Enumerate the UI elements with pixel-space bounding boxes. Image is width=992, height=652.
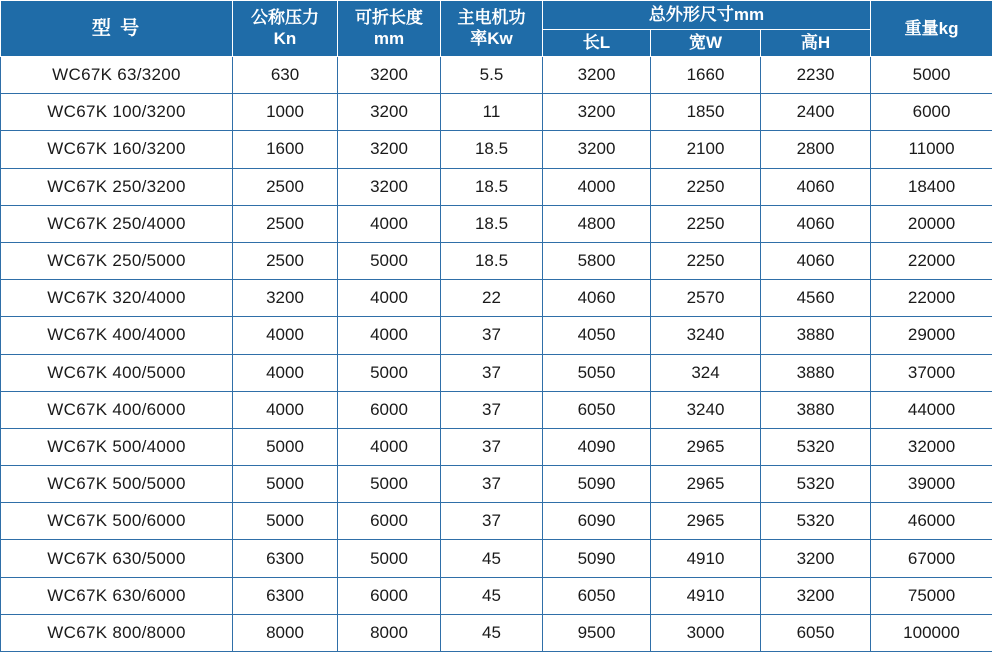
table-row [1, 131, 992, 168]
cell-W: 4910 [651, 540, 761, 577]
cell-model: WC67K 500/4000 [1, 428, 233, 465]
cell-model: WC67K 800/8000 [1, 614, 233, 651]
cell-L: 4050 [543, 317, 651, 354]
cell-model: WC67K 250/5000 [1, 242, 233, 279]
cell-H: 2230 [761, 57, 871, 94]
cell-power: 37 [441, 317, 543, 354]
cell-H: 4060 [761, 205, 871, 242]
cell-W: 2965 [651, 428, 761, 465]
cell-length: 3200 [338, 57, 441, 94]
cell-W: 2965 [651, 503, 761, 540]
cell-length: 4000 [338, 317, 441, 354]
cell-pressure: 1000 [233, 94, 338, 131]
cell-pressure: 2500 [233, 205, 338, 242]
cell-weight: 6000 [871, 94, 992, 131]
table-row [1, 614, 992, 651]
cell-model: WC67K 400/6000 [1, 391, 233, 428]
cell-length: 4000 [338, 205, 441, 242]
cell-model: WC67K 320/4000 [1, 280, 233, 317]
table-row [1, 205, 992, 242]
cell-H: 2800 [761, 131, 871, 168]
cell-weight: 29000 [871, 317, 992, 354]
cell-model: WC67K 500/6000 [1, 503, 233, 540]
header-length: 长L [543, 30, 651, 57]
cell-model: WC67K 100/3200 [1, 94, 233, 131]
cell-power: 37 [441, 354, 543, 391]
cell-power: 45 [441, 540, 543, 577]
cell-length: 5000 [338, 466, 441, 503]
cell-length: 6000 [338, 391, 441, 428]
table-row [1, 577, 992, 614]
header-bend-length-label: 可折长度 [338, 8, 440, 28]
cell-L: 9500 [543, 614, 651, 651]
cell-length: 4000 [338, 428, 441, 465]
cell-L: 6050 [543, 391, 651, 428]
cell-pressure: 5000 [233, 428, 338, 465]
table-row [1, 428, 992, 465]
cell-power: 11 [441, 94, 543, 131]
cell-weight: 46000 [871, 503, 992, 540]
cell-power: 37 [441, 466, 543, 503]
cell-length: 6000 [338, 577, 441, 614]
cell-H: 4560 [761, 280, 871, 317]
cell-model: WC67K 250/3200 [1, 168, 233, 205]
cell-L: 4800 [543, 205, 651, 242]
cell-pressure: 5000 [233, 503, 338, 540]
cell-W: 1660 [651, 57, 761, 94]
cell-model: WC67K 500/5000 [1, 466, 233, 503]
cell-pressure: 6300 [233, 540, 338, 577]
cell-pressure: 4000 [233, 317, 338, 354]
table-row [1, 354, 992, 391]
cell-H: 3200 [761, 577, 871, 614]
cell-H: 3200 [761, 540, 871, 577]
cell-length: 3200 [338, 131, 441, 168]
cell-length: 4000 [338, 280, 441, 317]
cell-weight: 100000 [871, 614, 992, 651]
cell-length: 8000 [338, 614, 441, 651]
cell-pressure: 1600 [233, 131, 338, 168]
cell-L: 6090 [543, 503, 651, 540]
table-header [1, 1, 992, 57]
cell-power: 37 [441, 428, 543, 465]
header-bend-length-unit: mm [338, 29, 440, 49]
cell-model: WC67K 160/3200 [1, 131, 233, 168]
cell-power: 37 [441, 391, 543, 428]
cell-weight: 20000 [871, 205, 992, 242]
table-row [1, 57, 992, 94]
cell-H: 3880 [761, 317, 871, 354]
cell-model: WC67K 400/5000 [1, 354, 233, 391]
cell-power: 22 [441, 280, 543, 317]
cell-pressure: 3200 [233, 280, 338, 317]
header-motor-power-unit: 率Kw [441, 29, 542, 49]
cell-W: 3000 [651, 614, 761, 651]
cell-model: WC67K 250/4000 [1, 205, 233, 242]
header-bend-length [338, 1, 441, 57]
cell-power: 18.5 [441, 131, 543, 168]
cell-W: 3240 [651, 317, 761, 354]
cell-weight: 18400 [871, 168, 992, 205]
cell-power: 18.5 [441, 168, 543, 205]
cell-length: 6000 [338, 503, 441, 540]
cell-pressure: 630 [233, 57, 338, 94]
cell-L: 5800 [543, 242, 651, 279]
cell-weight: 22000 [871, 242, 992, 279]
cell-pressure: 2500 [233, 168, 338, 205]
cell-pressure: 5000 [233, 466, 338, 503]
cell-L: 5090 [543, 466, 651, 503]
cell-length: 3200 [338, 168, 441, 205]
cell-H: 4060 [761, 168, 871, 205]
header-motor-power [441, 1, 543, 57]
cell-pressure: 8000 [233, 614, 338, 651]
header-nominal-pressure [233, 1, 338, 57]
cell-L: 3200 [543, 94, 651, 131]
cell-L: 3200 [543, 57, 651, 94]
cell-L: 4000 [543, 168, 651, 205]
cell-length: 5000 [338, 242, 441, 279]
cell-weight: 5000 [871, 57, 992, 94]
cell-W: 4910 [651, 577, 761, 614]
cell-H: 3880 [761, 391, 871, 428]
cell-pressure: 6300 [233, 577, 338, 614]
cell-pressure: 2500 [233, 242, 338, 279]
cell-H: 5320 [761, 428, 871, 465]
cell-H: 2400 [761, 94, 871, 131]
cell-H: 4060 [761, 242, 871, 279]
cell-W: 2570 [651, 280, 761, 317]
cell-power: 45 [441, 614, 543, 651]
cell-model: WC67K 630/5000 [1, 540, 233, 577]
cell-weight: 22000 [871, 280, 992, 317]
cell-power: 18.5 [441, 205, 543, 242]
cell-H: 6050 [761, 614, 871, 651]
cell-W: 2965 [651, 466, 761, 503]
cell-length: 5000 [338, 540, 441, 577]
header-width: 宽W [651, 30, 761, 57]
cell-power: 37 [441, 503, 543, 540]
table-row [1, 280, 992, 317]
header-height: 高H [761, 30, 871, 57]
cell-H: 5320 [761, 466, 871, 503]
table-body [1, 57, 992, 652]
cell-L: 5050 [543, 354, 651, 391]
cell-model: WC67K 630/6000 [1, 577, 233, 614]
cell-weight: 44000 [871, 391, 992, 428]
header-overall-dimensions: 总外形尺寸mm [543, 1, 871, 30]
cell-W: 1850 [651, 94, 761, 131]
cell-weight: 37000 [871, 354, 992, 391]
cell-length: 3200 [338, 94, 441, 131]
table-row [1, 503, 992, 540]
cell-W: 2250 [651, 242, 761, 279]
table-row [1, 242, 992, 279]
cell-W: 3240 [651, 391, 761, 428]
cell-H: 5320 [761, 503, 871, 540]
cell-L: 3200 [543, 131, 651, 168]
cell-H: 3880 [761, 354, 871, 391]
cell-weight: 39000 [871, 466, 992, 503]
cell-L: 5090 [543, 540, 651, 577]
cell-power: 45 [441, 577, 543, 614]
header-nominal-pressure-unit: Kn [233, 29, 337, 49]
header-nominal-pressure-label: 公称压力 [233, 8, 337, 28]
cell-pressure: 4000 [233, 391, 338, 428]
cell-L: 4060 [543, 280, 651, 317]
cell-weight: 32000 [871, 428, 992, 465]
table-row [1, 540, 992, 577]
cell-power: 5.5 [441, 57, 543, 94]
table-row [1, 94, 992, 131]
cell-W: 2250 [651, 205, 761, 242]
cell-pressure: 4000 [233, 354, 338, 391]
cell-W: 324 [651, 354, 761, 391]
header-motor-power-label: 主电机功 [441, 8, 542, 28]
cell-weight: 75000 [871, 577, 992, 614]
cell-power: 18.5 [441, 242, 543, 279]
cell-weight: 11000 [871, 131, 992, 168]
cell-weight: 67000 [871, 540, 992, 577]
cell-model: WC67K 400/4000 [1, 317, 233, 354]
cell-W: 2100 [651, 131, 761, 168]
cell-W: 2250 [651, 168, 761, 205]
table-row [1, 466, 992, 503]
table-row [1, 317, 992, 354]
table-row [1, 168, 992, 205]
cell-L: 6050 [543, 577, 651, 614]
cell-length: 5000 [338, 354, 441, 391]
header-model: 型 号 [1, 1, 233, 57]
table-row [1, 391, 992, 428]
cell-L: 4090 [543, 428, 651, 465]
header-weight: 重量kg [871, 1, 992, 57]
cell-model: WC67K 63/3200 [1, 57, 233, 94]
